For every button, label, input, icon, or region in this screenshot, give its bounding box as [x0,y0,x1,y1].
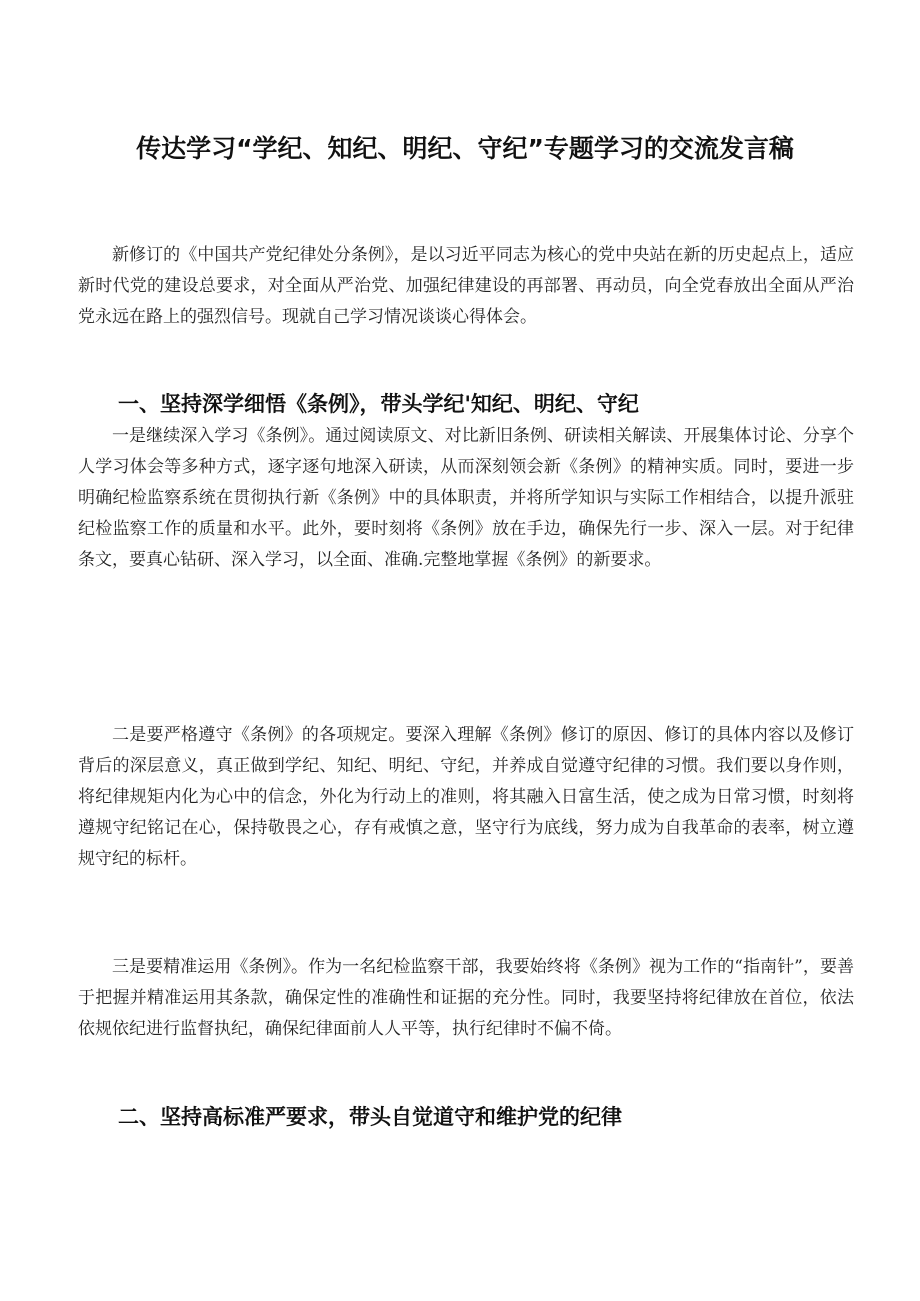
intro-paragraph: 新修订的《中国共产党纪律处分条例》，是以习近平同志为核心的党中央站在新的历史起点上，适应新时代党的建设总要求，对全面从严治党、加强纪律建设的再部署、再动员，向全党春放出全面从严治党永远在路上的强烈信号。现就自己学习情况谈谈心得体会。 [78,245,854,327]
section-heading-2: 二、坚持高标准严要求，带头自觉道守和维护党的纪律 [118,1105,622,1129]
section-1-paragraph-2: 二是要严格遵守《条例》的各项规定。要深入理解《条例》修订的原因、修订的具体内容以及修订背后的深层意义，真正做到学纪、知纪、明纪、守纪，并养成自觉遵守纪律的习惯。我们要以身作则，将纪律规矩内化为心中的信念，外化为行动上的准则，将其融入日富生活，使之成为日常习惯，时刻将遵规守纪铭记在心，保持敬畏之心，存有戒慎之意，坚守行为底线，努力成为自我革命的表率，树立遵规守纪的标杆。 [78,725,854,869]
section-1-paragraph-1: 一是继续深入学习《条例》。通过阅读原文、对比新旧条例、研读相关解读、开展集体讨论、分享个人学习体会等多种方式，逐字逐句地深入研读，从而深刻领会新《条例》的精神实质。同时，要进一步明确纪检监察系统在贯彻执行新《条例》中的具体职责，并将所学知识与实际工作相结合，以提升派驻纪检监察工作的质量和水平。此外，要时刻将《条例》放在手边，确保先行一步、深入一层。对于纪律条文，要真心钻研、深入学习，以全面、准确.完整地掌握《条例》的新要求。 [78,426,854,570]
document-title: 传达学习“学纪、知纪、明纪、守纪”专题学习的交流发言稿 [136,134,794,163]
section-heading-1: 一、坚持深学细悟《条例》，带头学纪'知纪、明纪、守纪 [118,392,639,416]
section-1-paragraph-3: 三是要精准运用《条例》。作为一名纪检监察干部，我要始终将《条例》视为工作的“指南针”，要善于把握并精准运用其条款，确保定性的准确性和证据的充分性。同时，我要坚持将纪律放在首位，依法依规依纪进行监督执纪，确保纪律面前人人平等，执行纪律时不偏不倚。 [78,957,854,1039]
